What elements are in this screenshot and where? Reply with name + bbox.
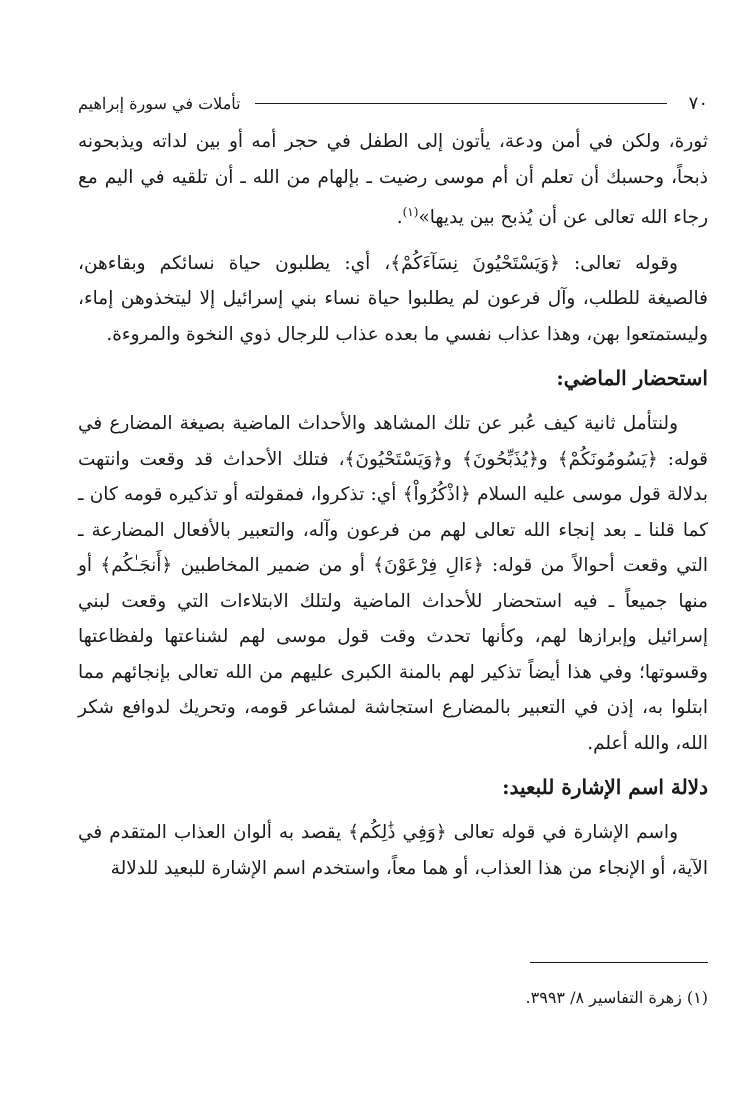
running-head bbox=[78, 88, 708, 118]
body-text bbox=[78, 124, 708, 886]
footnote: (١) زهرة التفاسير ٨/ ٣٩٩٣. bbox=[525, 988, 708, 1007]
book-page bbox=[78, 88, 708, 896]
header-rule bbox=[255, 103, 667, 104]
paragraph-1-end: . bbox=[396, 207, 403, 229]
section-heading-demonstrative: دلالة اسم الإشارة للبعيد: bbox=[502, 775, 708, 800]
paragraph-3: ولنتأمل ثانية كيف عُبر عن تلك المشاهد والأحداث الماضية بصيغة المضارع في قوله: ﴿يَسُومُونَكُمْ﴾ و﴿يُذَبِّحُونَ﴾ و﴿وَيَسْتَحْيُونَ﴾، فتلك الأحداث قد وقعت وانتهت بدلالة قول موسى عليه السلام ﴿اذْكُرُواْ﴾ أي: تذكروا، فمقولته أو تذكيره قومه كان ـ كما قلنا ـ بعد إنجاء الله تعالى لهم من فرعون وآله، والتعبير بالأفعال المضارعة ـ التي وقعت أحوالاً من قوله: ﴿ءَالِ فِرْعَوْنَ﴾ أو من ضمير المخاطبين ﴿أَنجَـٰكُم﴾ أو منها جميعاً ـ فيه استحضار للأحداث الماضية ولتلك الابتلاءات التي وقعت لبني إسرائيل وإبرازها لهم، وكأنها تحدث وقت قول موسى لهم لشناعتها ولفظاعتها وقسوتها؛ وفي هذا أيضاً تذكير لهم بالمنة الكبرى عليهم من الله تعالى بإنجائهم مما ابتلوا به، إذن في التعبير بالمضارع استجاشة لمشاعر قومه، وتحريك لدوافع شكر الله، والله أعلم. bbox=[78, 413, 708, 754]
paragraph-2: وقوله تعالى: ﴿وَيَسْتَحْيُونَ نِسَآءَكُمْ﴾، أي: يطلبون حياة نسائكم وبقاءهن، فالصيغة للطلب، وآل فرعون لم يطلبوا حياة نساء بني إسرائيل إلا ليتخذوهن إماء، وليستمتعوا بهن، وهذا عذاب نفسي ما بعده عذاب للرجال ذوي النخوة والمروءة. bbox=[78, 252, 708, 345]
paragraph-1-text: ثورة، ولكن في أمن ودعة، يأتون إلى الطفل في حجر أمه أو بين لداته ويذبحونه ذبحاً، وحسبك أن تعلم أن أم موسى رضيت ـ بإلهام من الله ـ أن تلقيه في اليم مع رجاء الله تعالى عن أن يُذبح بين يديها» bbox=[78, 131, 708, 229]
page-number: ٧٠ bbox=[688, 92, 708, 114]
footnote-reference: (١) bbox=[402, 205, 419, 219]
paragraph-4: واسم الإشارة في قوله تعالى ﴿وَفِي ذَٰلِكُم﴾ يقصد به ألوان العذاب المتقدم في الآية، أو الإنجاء من هذا العذاب، أو هما معاً، واستخدم اسم الإشارة للبعيد للدلالة bbox=[78, 822, 708, 879]
footnote-rule bbox=[530, 962, 708, 963]
book-title: تأملات في سورة إبراهيم bbox=[78, 93, 241, 113]
paragraph-1 bbox=[78, 124, 708, 236]
section-heading-past: استحضار الماضي: bbox=[556, 366, 708, 391]
